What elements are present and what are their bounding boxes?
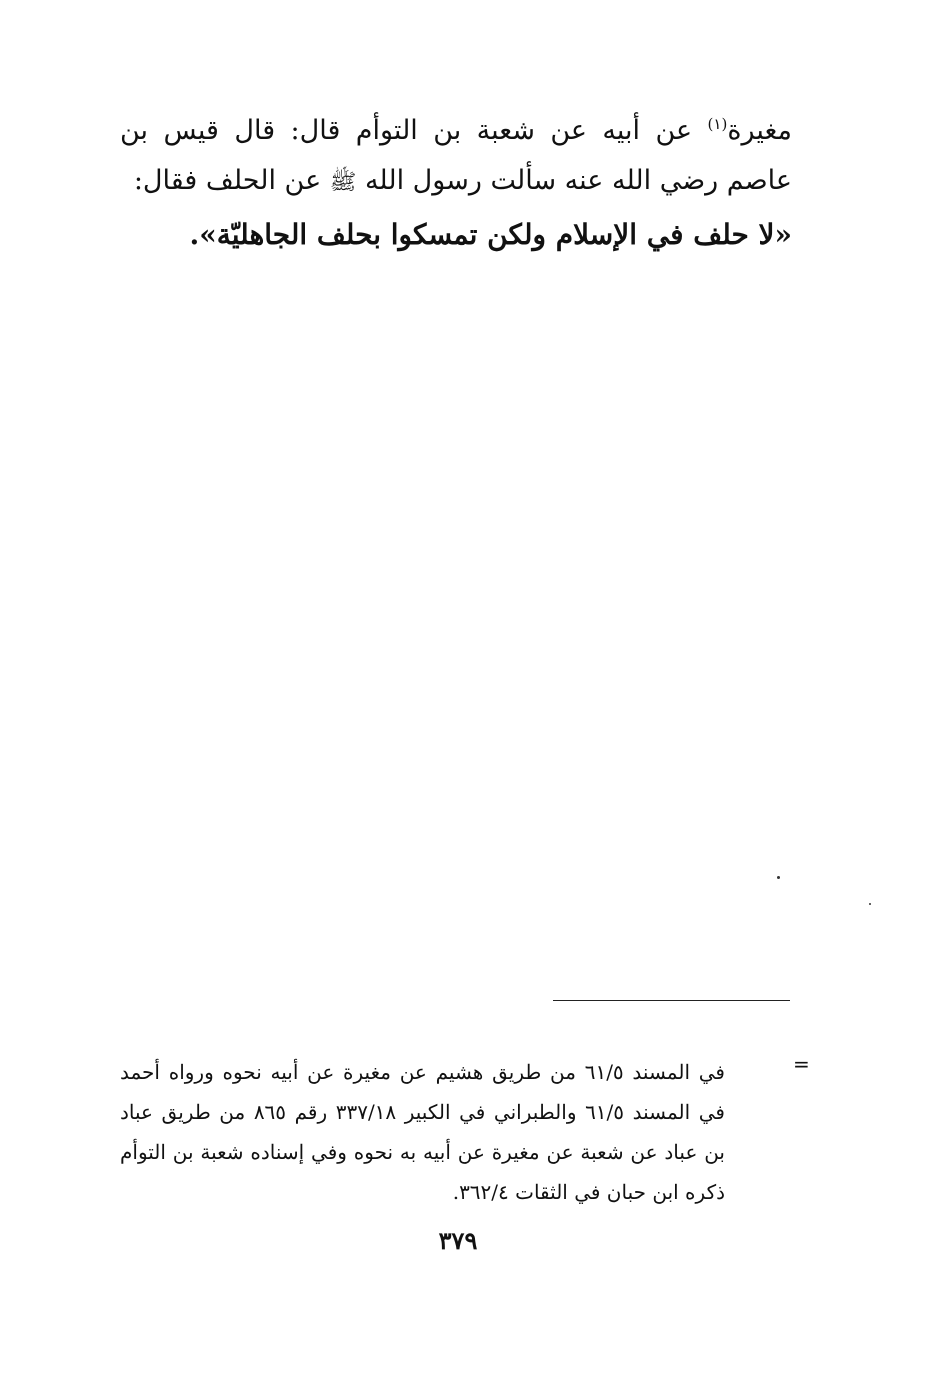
footnote-separator: [553, 1000, 790, 1001]
narration-start: مغيرة: [727, 115, 792, 146]
salutation-glyph: ﷺ: [329, 170, 357, 195]
page-number: ٣٧٩: [438, 1226, 478, 1255]
scan-speck: [869, 903, 871, 905]
narration-paragraph: [120, 106, 792, 208]
footnote-continuation-mark: =: [793, 1052, 810, 1076]
main-text-block: [120, 106, 792, 260]
narration-end: عن الحلف فقال:: [133, 165, 330, 196]
hadith-text: «لا حلف في الإسلام ولكن تمسكوا بحلف الجاهليّة».: [189, 218, 792, 251]
narration-middle: عن أبيه عن شعبة بن التوأم قال: قال قيس بن عاصم رضي الله عنه سألت رسول الله: [120, 115, 792, 196]
footnote-text: في المسند ٦١/٥ من طريق هشيم عن مغيرة عن أبيه نحوه ورواه أحمد في المسند ٦١/٥ والطبراني في الكبير ٣٣٧/١٨ رقم ٨٦٥ من طريق عباد بن عباد عن شعبة عن مغيرة عن أبيه به نحوه وفي إسناده شعبة بن التوأم ذكره ابن حبان في الثقات ٣٦٢/٤.: [120, 1060, 725, 1204]
scan-speck: [777, 876, 780, 879]
footnote-block: [120, 1052, 725, 1212]
footnote-reference[interactable]: (١): [707, 115, 728, 133]
